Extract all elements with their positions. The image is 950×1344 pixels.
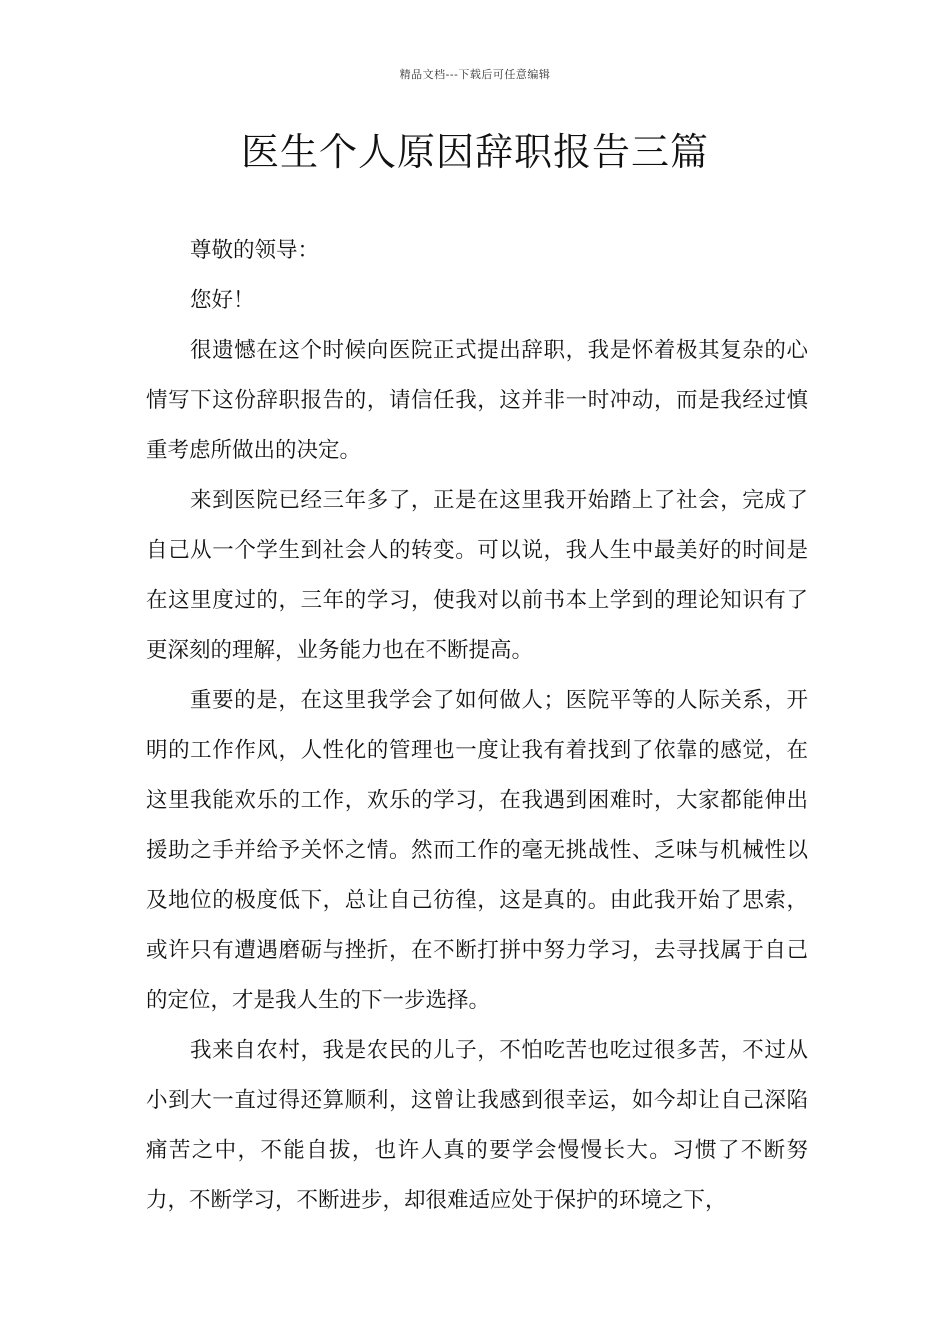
greeting: 您好！	[190, 288, 255, 313]
salutation: 尊敬的领导：	[190, 238, 320, 263]
body-paragraph: 我来自农村，我是农民的儿子，不怕吃苦也吃过很多苦，不过从小到大一直过得还算顺利，这曾让我感到很幸运，如今却让自己深陷痛苦之中，不能自拔，也许人真的要学会慢慢长大。习惯了不断努力，不断学习，不断进步，却很难适应处于保护的环境之下，	[146, 1038, 808, 1213]
document-title: 医生个人原因辞职报告三篇	[240, 130, 709, 174]
body-paragraph: 来到医院已经三年多了，正是在这里我开始踏上了社会，完成了自己从一个学生到社会人的转变。可以说，我人生中最美好的时间是在这里度过的，三年的学习，使我对以前书本上学到的理论知识有了更深刻的理解，业务能力也在不断提高。	[146, 488, 808, 663]
body-paragraph: 重要的是，在这里我学会了如何做人；医院平等的人际关系，开明的工作作风，人性化的管理也一度让我有着找到了依靠的感觉，在这里我能欢乐的工作，欢乐的学习，在我遇到困难时，大家都能伸出援助之手并给予关怀之情。然而工作的毫无挑战性、乏味与机械性以及地位的极度低下，总让自己彷徨，这是真的。由此我开始了思索，或许只有遭遇磨砺与挫折，在不断打拼中努力学习，去寻找属于自己的定位，才是我人生的下一步选择。	[146, 688, 808, 1013]
header-note: 精品文档---下载后可任意编辑	[399, 68, 551, 81]
document-body	[146, 226, 808, 1226]
body-paragraph: 很遗憾在这个时候向医院正式提出辞职，我是怀着极其复杂的心情写下这份辞职报告的，请信任我，这并非一时冲动，而是我经过慎重考虑所做出的决定。	[146, 338, 808, 463]
